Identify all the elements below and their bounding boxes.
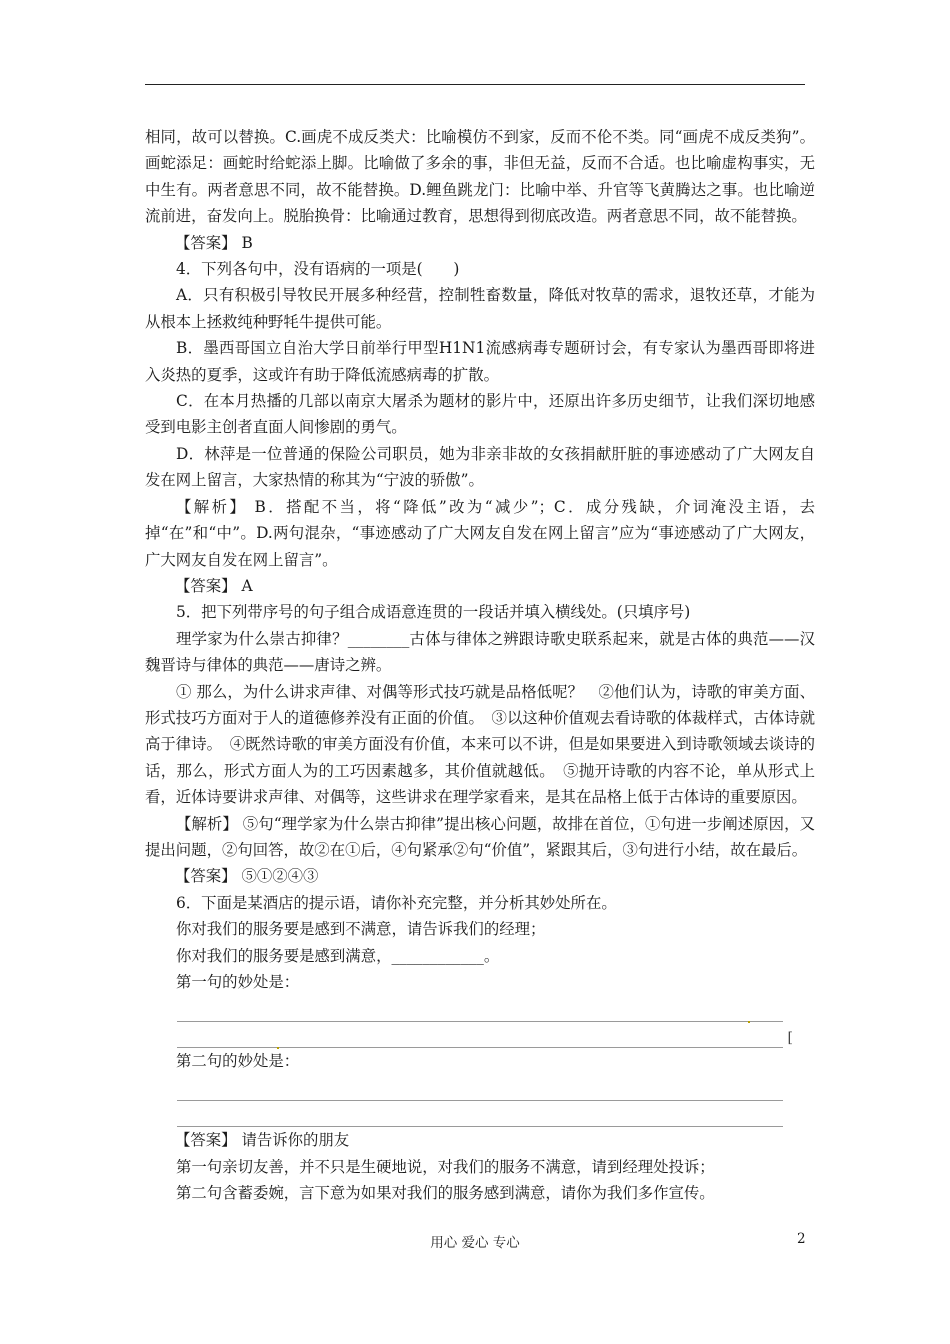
answer-q6-first: 第一句亲切友善，并不只是生硬地说，对我们的服务不满意，请到经理处投诉； [176,1157,715,1176]
document-body [145,124,815,1207]
option-d: D．林萍是一位普通的保险公司职员，她为非亲非故的女孩捐献肝脏的事迹感动了广大网友自发在网上留言，大家热情的称其为“宁波的骄傲”。 [145,444,815,490]
answer-line-3 [177,1075,783,1101]
option-a: A．只有积极引导牧民开展多种经营，控制牲畜数量，降低对牧草的需求，退牧还草，才能为从根本上拯救纯种野牦牛提供可能。 [145,286,815,331]
question-5-passage: 理学家为什么崇古抑律？________古体与律体之辨跟诗歌史联系起来，就是古体的典范——汉魏晋诗与律体的典范——唐诗之辨。 [145,629,815,675]
answer-q6: 【答案】 请告诉你的朋友 [175,1131,350,1150]
option-c: C．在本月热播的几部以南京大屠杀为题材的影片中，还原出许多历史细节，让我们深切地感受到电影主创者直面人间惨剧的勇气。 [145,392,815,437]
question-4: 4．下列各句中，没有语病的一项是( ) [176,260,460,279]
question-5: 5．把下列带序号的句子组合成语意连贯的一段话并填入横线处。(只填序号) [176,603,691,622]
hotel-sign-line-2: 你对我们的服务要是感到满意，____________。 [176,946,500,965]
hotel-sign-line-1: 你对我们的服务要是感到不满意，请告诉我们的经理； [176,920,546,939]
header-rule [145,84,805,85]
bracket-mark: [ [787,1029,793,1046]
stray-dot [277,1047,279,1049]
question-6: 6．下面是某酒店的提示语，请你补充完整，并分析其妙处所在。 [176,893,617,912]
answer-line-1 [177,995,783,1021]
answer-q5: 【答案】 ⑤①②④③ [175,867,319,886]
footer-slogan: 用心 爱心 专心 [430,1235,520,1251]
answer-q4: 【答案】 A [175,576,253,595]
first-sentence-prompt: 第一句的妙处是： [176,973,300,991]
question-5-sentences: ① 那么，为什么讲求声律、对偶等形式技巧就是品格低呢？ ②他们认为，诗歌的审美方面、形式技巧方面对于人的道德修养没有正面的价值。 ③以这种价值观去看诗歌的体裁样式，古体诗就高于律诗。 ④既然诗歌的审美方面没有价值，本来可以不讲，但是如果要进入到诗歌领域去谈诗的话，那么，形式方面人为的工巧因素越多，其价值就越低。 ⑤抛开诗歌的内容不论，单从形式上看，近体诗要讲求声律、对偶等，这些讲求在理学家看来，是其在品格上低于古体诗的重要原因。 [145,682,815,807]
explanation-continued: 相同，故可以替换。C.画虎不成反类犬：比喻模仿不到家，反而不伦不类。同“画虎不成反类狗”。画蛇添足：画蛇时给蛇添上脚。比喻做了多余的事，非但无益，反而不合适。也比喻虚构事实，无中生有。两者意思不同，故不能替换。D.鲤鱼跳龙门：比喻中举、升官等飞黄腾达之事。也比喻逆流前进，奋发向上。脱胎换骨：比喻通过教育，思想得到彻底改造。两者意思不同，故不能替换。 [145,128,815,226]
answer-q3: 【答案】 B [175,233,253,252]
page-number: 2 [797,1231,806,1247]
answer-q6-second: 第二句含蓄委婉，言下意为如果对我们的服务感到满意，请你为我们多作宣传。 [176,1184,715,1203]
answer-line-4 [177,1101,783,1127]
analysis-q4: 【解析】 B．搭配不当，将“降低”改为“减少”；C．成分残缺，介词淹没主语，去掉“在”和“中”。D.两句混杂，“事迹感动了广大网友自发在网上留言”应为“事迹感动了广大网友，广大网友自发在网上留言”。 [145,497,815,569]
second-sentence-prompt: 第二句的妙处是： [176,1052,300,1071]
answer-line-2 [177,1022,793,1048]
analysis-q5: 【解析】 ⑤句“理学家为什么崇古抑律”提出核心问题，故排在首位，①句进一步阐述原因，又提出问题，②句回答，故②在①后，④句紧承②句“价值”，紧跟其后，③句进行小结，故在最后。 [145,814,815,859]
option-b: B．墨西哥国立自治大学日前举行甲型H1N1流感病毒专题研讨会，有专家认为墨西哥即将进入炎热的夏季，这或许有助于降低流感病毒的扩散。 [145,339,815,384]
